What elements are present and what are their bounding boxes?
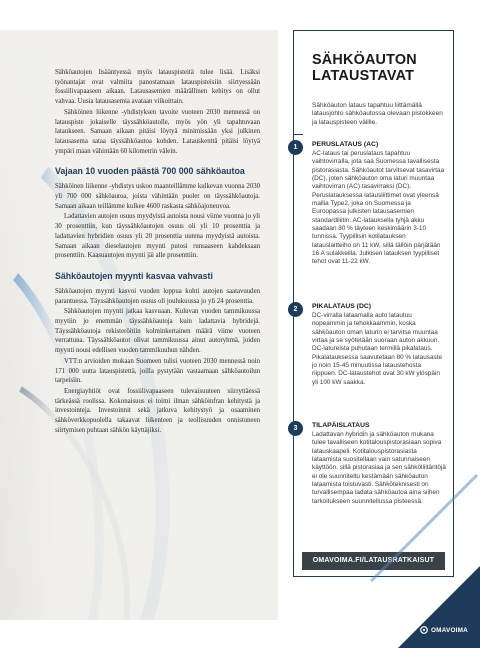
article-paragraph: Sähköinen liikenne -yhdistyksen tavoite vuoteen 2030 mennessä on latauspiste jokaiselle täyssähköautolle, myös yön yli tapahtuvaan lataukseen. Samaan aikaan pitäisi löytyä minimissään yksi julkinen latausasema sataa täyssähköautoa kohden. Latauskenttä pitäisi löytyä ympäri maan vähintään 60 kilometrin välein. xyxy=(55,108,260,155)
step-number-badge: 1 xyxy=(288,140,303,155)
omavoima-logo xyxy=(420,624,476,636)
section-heading: Vajaan 10 vuoden päästä 700 000 sähköautoa xyxy=(55,166,245,177)
article-paragraph: Sähköautojen myynti kasvoi vuoden loppua kohti autojen saatavuuden parantuessa. Täyssähköautojen osuus oli joulukuussa jo yli 24 prosenttia. xyxy=(55,287,260,305)
charging-method-title: PIKALATAUS (DC) xyxy=(312,303,372,310)
charging-method-item xyxy=(293,303,446,387)
article-column xyxy=(0,30,278,620)
section-heading: Sähköautojen myynti kasvaa vahvasti xyxy=(55,270,213,281)
article-paragraph: VTT:n arvioiden mukaan Suomeen tulisi vuoteen 2030 mennessä noin 171 000 uutta latauspistettä, joilla pystytään vastaamaan sähköautoilun tarpeisiin. xyxy=(55,357,260,385)
charging-solutions-link[interactable]: OMAVOIMA.FI/LATAUSRATKAISUT xyxy=(302,552,445,570)
charging-method-description: AC-lataus tai peruslataus tapahtuu vaihtovirralla, jota saa Suomessa tavallisesta pistorasiasta. Sähköautot tarvitsevat tasavirtaa (DC), joten sähköauton oma laturi muuntaa vaihtovirran (AC) tasavirraksi (DC). Peruslatauksessa latausliittimet ovat yleensä malliа Type2, joka on Suomessa ja Euroopassa julkisten latausasemien standardiliitin. AC-latauksella tyhjä akku saadaan 80 % täyteen keskimäärin 3-10 tunnissa. Tyypillisin kotilatauksen latauslaitteiho on 11 kW, sillä tällöin pärjätään 16 A sulakkeilla. Julkisen latauksen tyypilliset tehot ovat 11-22 kW. xyxy=(312,150,445,266)
article-paragraph: Sähköinen liikenne -yhdistys uskoo maanteillämme kulkevan vuonna 2030 yli 700 000 sähköautoa, joista vähintään puolet on täyssähköautoja. Samaan aikaan teillämme kulkee 4600 raskasta sähköajoneuvoa. xyxy=(55,183,260,210)
step-number-badge: 3 xyxy=(288,421,303,436)
charging-method-item xyxy=(293,141,446,267)
step-number-badge: 2 xyxy=(288,302,303,317)
charging-method-title: PERUSLATAUS (AC) xyxy=(312,141,379,148)
charging-method-description: Ladattavan hybridin ja sähköauton mukana tulee tavalliseen kotitalouspistorasiaan sopiva latauskaapeli. Kotitalouspistorasiasta lataamista suositellaan vain satunnaiseen käyttöön, sillä pistorasiaa ja sen sähkölliitäntöjä ei ole suunniteltu kestämään sähköauton lataamista toistuvasti. Sähköteknisesti on turvallisempaa ladata sähköautoa aina siihen tarkoitukseen suunnitellussa pisteessä. xyxy=(312,431,446,505)
charging-method-description: DC-virralla lataamalla auto latautuu nopeammin ja tehokkaammin, koska sähköauton oman laturin ei tarvitse muuntaa virtaa ja se syötetään suoraan auton akkuun. DC-latureista puhutaan termillä pikalataus. Pikalatauksessa saavutetaan 80 % latausaste jo noin 15-45 minuutissa lataustehosta riippuen. DC-lataustehot ovat 30 kW ylöspäin yli 100 kW saakka. xyxy=(312,312,443,386)
article-paragraph: Ladattavien autojen osuus myydyistä autoista nousi viime vuonna jo yli 30 prosenttiin, kun täyssähköautojen osuus oli yli 10 prosenttia ja ladattavien hybridien osuus yli 20 prosenttia uutena myydyistä autoista. Samaan aikaan dieselautojen myynti putosi runsaaseen kahdeksaan prosenttiin. Kaasuautojen myynti jäi alle prosenttiin. xyxy=(55,213,260,260)
article-paragraph: Sähköautojen lisääntyessä myös latauspisteitä tulee lisää. Lisäksi työnantajat ovat valmiita panostamaan latauspisteisiin siirtyessään fossiilivapaaseen aikaan. Latausasemien määrällinen kehitys on ollut vahvaa. Uusia latausasemia avataan viikoittain. xyxy=(55,69,260,106)
article-paragraph: Energiayhtiöt ovat fossiilivapaaseen tulevaisuuteen siirryttäessä tärkeässä roolissa. Kokonaisuus ei toimi ilman sähköinfran kehitystä ja investointeja. Investoinnit sekä jatkuva kehitystyö ja osaaminen sähköverkkopuolella takaavat liikenteen ja teollisuuden onnistuneen siirtymisen puhtaan sähkön käyttäjiksi. xyxy=(55,387,260,434)
divider xyxy=(294,134,303,135)
article-paragraph: Sähköautojen myynti jatkaa kasvuaan. Kuluvan vuoden tammikuussa myytiin jo enemmän täyssähköautoja kuin ladattavia hybridejä. Täyssähköautoja rekisteröitiin kolminkertainen määrä viime vuoteen verrattuna. Täyssähköautot olivat tammikuussa ainut autoryhmä, joiden myynti nousi edellisen vuoden tammikuuhun nähden. xyxy=(55,308,260,355)
sidebar-intro: Sähköauton lataus tapahtuu liittämällä latausjohto sähköautossa olevaan pistokkeen ja latauspisteen välille. xyxy=(312,102,443,126)
charging-methods-sidebar xyxy=(293,30,454,577)
sidebar-title: SÄHKÖAUTON LATAUSTAVAT xyxy=(312,52,417,84)
charging-method-title: TILAPÄISLATAUS xyxy=(312,422,370,429)
logo-text: OMAVOIMA xyxy=(431,626,468,634)
omavoima-logo-icon xyxy=(420,626,428,634)
charging-method-item xyxy=(293,422,446,506)
